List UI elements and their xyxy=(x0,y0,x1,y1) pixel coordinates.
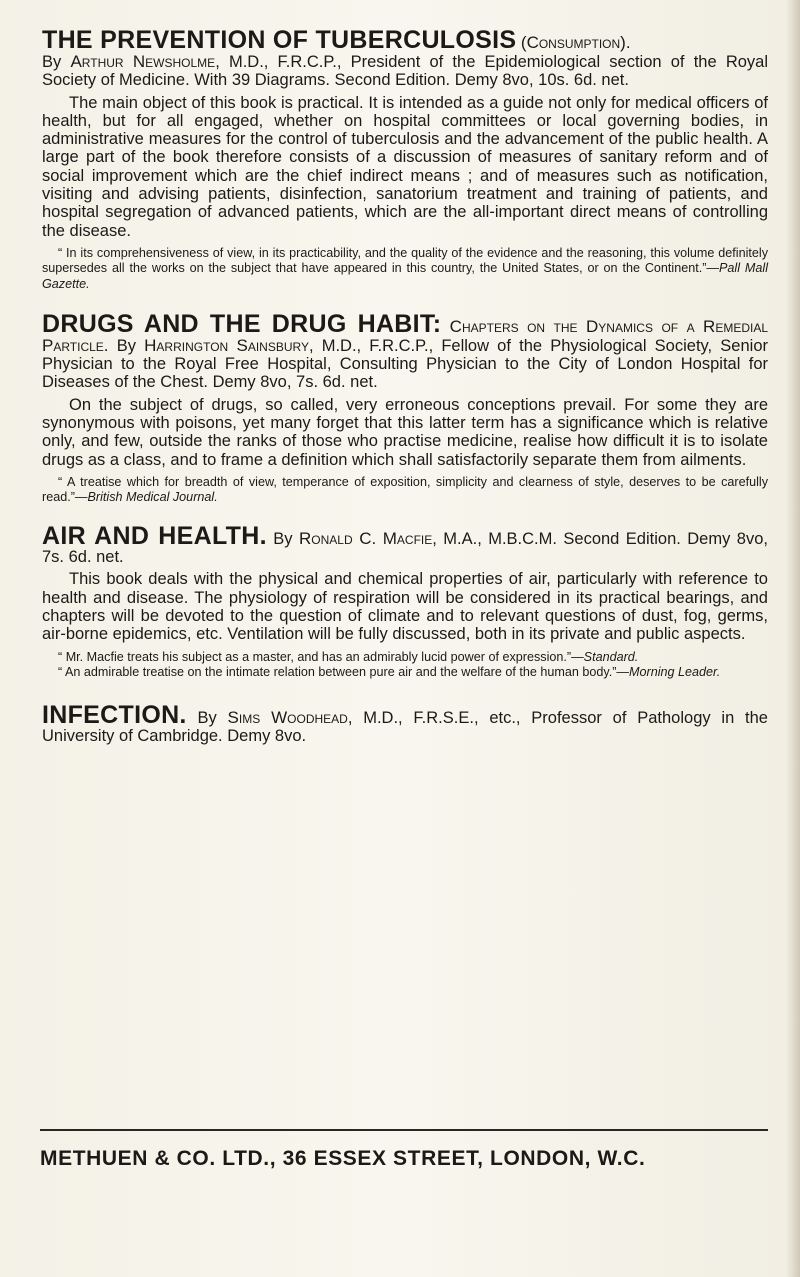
book-credits: , M.D., F.R.S.E., etc., Professor of Pathology in the University of Cambridge. Demy 8vo. xyxy=(42,708,768,745)
by-label: By xyxy=(273,529,293,548)
review-quote: “ An admirable treatise on the intimate relation between pure air and the welfare of the human body.”— xyxy=(58,665,630,680)
book-author: Ronald C. Macfie xyxy=(299,528,433,548)
book-title: THE PREVENTION OF TUBERCULOSIS xyxy=(42,26,517,54)
press-review xyxy=(42,246,768,293)
book-credits: , M.A., M.B.C.M. Second Edition. Demy 8vo, 7s. 6d. net. xyxy=(42,529,768,567)
advertisement-column xyxy=(42,28,768,745)
press-review xyxy=(42,650,768,666)
book-credits: , M.D., F.R.C.P., Fellow of the Physiological Society, Senior Physician to the Royal Free Hospital, Consulting Physician to the City of London Hospital for Diseases of the Chest. Demy 8vo, 7s. 6d. net. xyxy=(42,336,768,392)
page-edge-shadow xyxy=(786,0,800,1277)
book-entry-air-and-health xyxy=(42,521,768,681)
review-source: British Medical Journal. xyxy=(87,490,218,505)
book-credits: , M.D., F.R.C.P., President of the Epidemiological section of the Royal Society of Medicine. With 39 Diagrams. Second Edition. Demy 8vo, 10s. 6d. net. xyxy=(42,53,769,90)
by-label: By xyxy=(116,336,136,355)
review-quote: “ A treatise which for breadth of view, temperance of exposition, simplicity and clearness of style, deserves to be carefully read.”— xyxy=(42,474,768,505)
review-quote: “ Mr. Macfie treats his subject as a master, and has an admirably lucid power of expression.”— xyxy=(58,649,584,664)
book-title: INFECTION. xyxy=(42,700,187,729)
book-entry-drugs xyxy=(42,312,768,505)
press-review-2 xyxy=(42,665,768,681)
book-entry-infection xyxy=(42,700,768,746)
book-title: AIR AND HEALTH. xyxy=(42,521,267,550)
review-source: Pall Mall Gazette. xyxy=(42,261,768,291)
book-subtitle: Chapters on the Dynamics of a Remedial Particle. xyxy=(42,317,769,355)
review-quote: “ In its comprehensiveness of view, in its practicability, and the quality of the evidence and the reasoning, this volume definitely supersedes all the works on the subject that have appeared in this country, the United States, or on the Continent.”— xyxy=(42,245,768,276)
book-description: This book deals with the physical and chemical properties of air, particularly with reference to health and disease. The physiology of respiration will be considered in its practical bearings, and chapters will be devoted to the question of climate and to relevant questions of dust, fog, germs, air-borne epidemics, etc. Ventilation will be fully discussed, both in its private and public aspects. xyxy=(42,570,768,644)
by-label: By xyxy=(42,53,62,71)
book-author: Harrington Sainsbury xyxy=(144,335,309,355)
publisher-imprint: METHUEN & CO. LTD., 36 ESSEX STREET, LONDON, W.C. xyxy=(40,1147,646,1170)
review-source: Morning Leader. xyxy=(629,665,721,680)
book-subtitle: (Consumption). xyxy=(520,33,631,52)
footer-rule xyxy=(40,1129,768,1131)
press-review xyxy=(42,475,768,506)
by-label: By xyxy=(197,708,217,727)
book-author: Arthur Newsholme xyxy=(70,52,216,71)
book-description: On the subject of drugs, so called, very erroneous conceptions prevail. For some they are synonymous with poisons, yet many forget that this latter term has a significance which is relative only, and few, outside the ranks of those who practise medicine, realise how difficult it is to isolate drugs as a class, and to frame a definition which shall satisfactorily separate them from ailments. xyxy=(42,395,768,469)
book-author: Sims Woodhead xyxy=(227,707,348,727)
book-title: DRUGS AND THE DRUG HABIT: xyxy=(42,310,442,339)
book-description: The main object of this book is practical. It is intended as a guide not only for medical officers of health, but for all engaged, whether on hospital committees or local governing bodies, in administrative measures for the control of tuberculosis and the advancement of the public health. A large part of the book therefore consists of a discussion of measures of sanitary reform and of social improvement which are the chief indirect means ; and of measures such as notification, visiting and advising patients, disinfection, sanatorium treatment and training of patients, and hospital segregation of advanced patients, which are the all-important direct means of controlling the disease. xyxy=(42,93,768,240)
review-source: Standard. xyxy=(583,649,639,664)
book-entry-tuberculosis xyxy=(42,28,768,292)
